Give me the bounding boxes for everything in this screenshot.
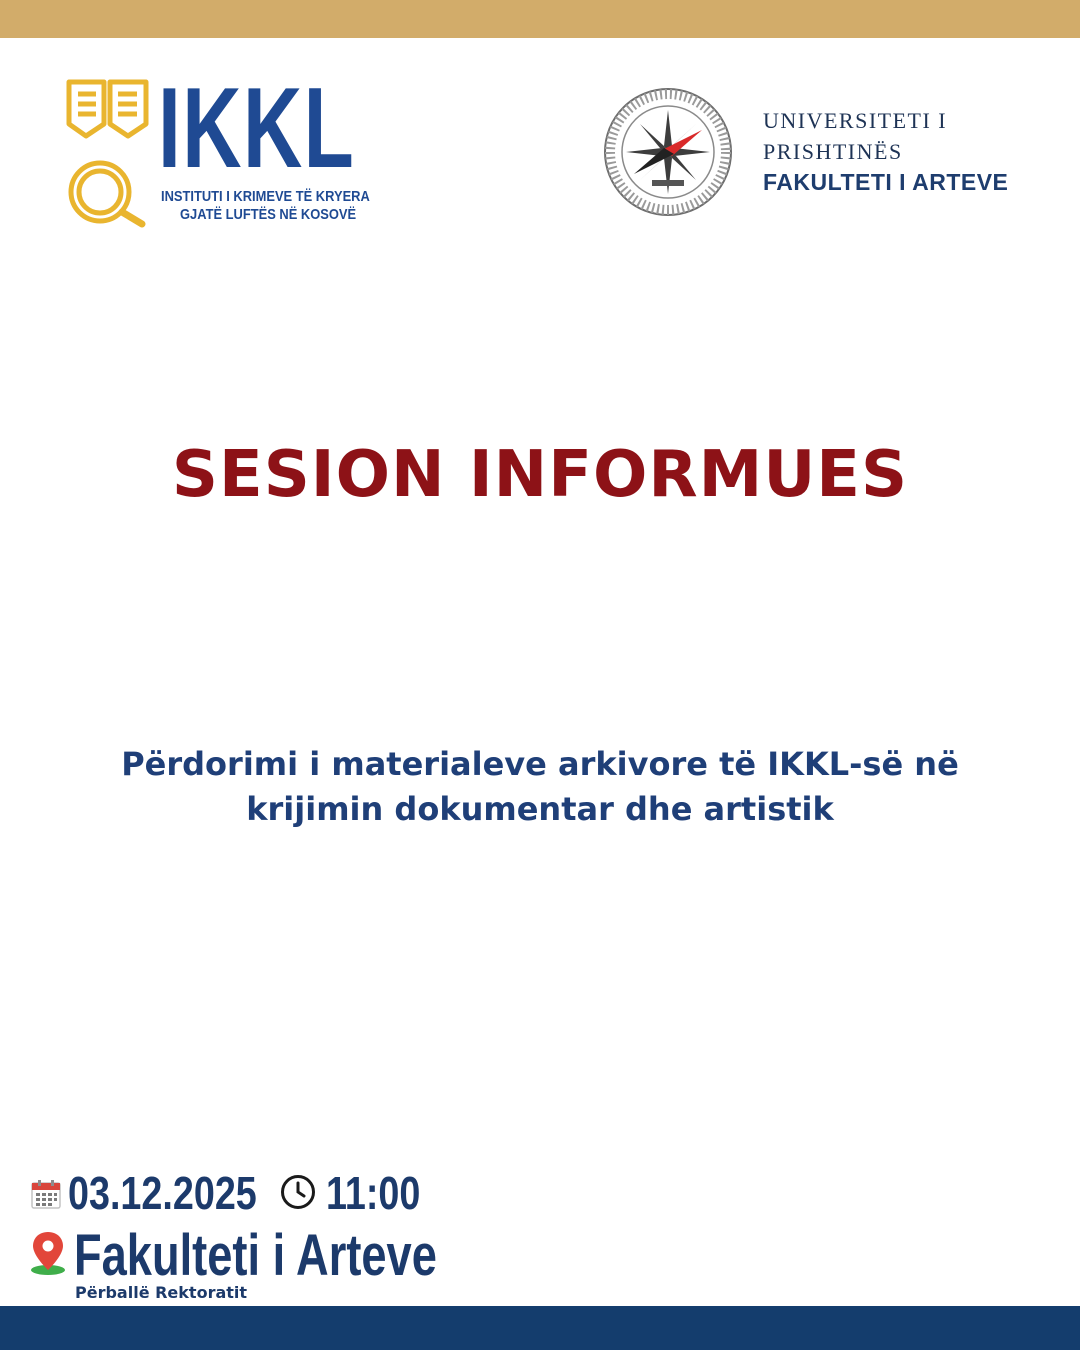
event-venue-note: Përballë Rektoratit [75, 1283, 248, 1302]
event-venue: Fakulteti i Arteve [74, 1223, 437, 1288]
calendar-icon [30, 1178, 62, 1210]
session-topic [60, 742, 1020, 832]
bottom-accent-bar [0, 1306, 1080, 1350]
clock-icon [280, 1174, 316, 1210]
page-title: SESION INFORMUES [171, 438, 909, 512]
book-magnifier-icon [66, 78, 152, 228]
event-date: 03.12.2025 [68, 1167, 257, 1219]
university-name [763, 105, 1008, 197]
university-name-line1: UNIVERSITETI I [763, 108, 948, 133]
event-time: 11:00 [326, 1167, 421, 1219]
session-topic-line2: krijimin dokumentar dhe artistik [246, 790, 834, 828]
university-name-line2: PRISHTINËS [763, 139, 903, 164]
location-pin-icon [28, 1230, 68, 1276]
ikkl-logo [66, 65, 386, 228]
top-accent-bar [0, 0, 1080, 38]
ikkl-tagline-line2: GJATË LUFTËS NË KOSOVË [180, 206, 357, 223]
ikkl-tagline-line1: INSTITUTI I KRIMEVE TË KRYERA [161, 188, 370, 205]
faculty-name: FAKULTETI I ARTEVE [763, 169, 1009, 195]
ikkl-wordmark: IKKL [158, 65, 356, 192]
event-datetime [30, 1164, 550, 1220]
university-seal-icon [602, 86, 734, 218]
session-topic-line1: Përdorimi i materialeve arkivore të IKKL-së në [121, 745, 959, 783]
